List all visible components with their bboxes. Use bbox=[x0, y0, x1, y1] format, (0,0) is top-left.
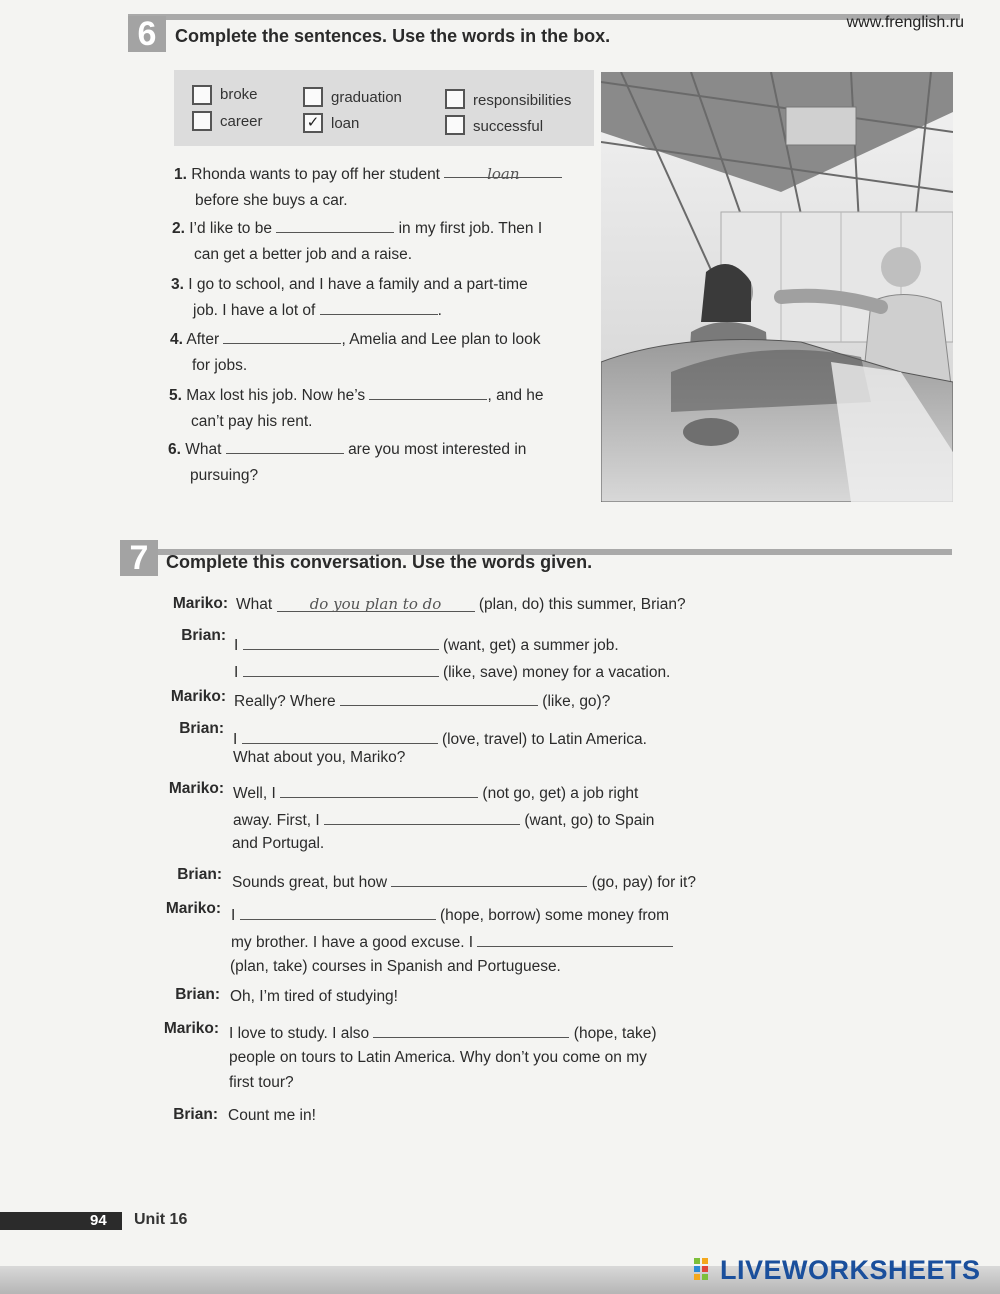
conversation-line bbox=[233, 727, 647, 749]
conversation-line bbox=[234, 689, 610, 711]
item-text: in my first job. Then I bbox=[398, 220, 543, 237]
word-successful: successful bbox=[473, 118, 544, 135]
page-number: 94 bbox=[90, 1212, 107, 1229]
item-text: before she buys a car. bbox=[195, 192, 348, 209]
item-text: Rhonda wants to pay off her student bbox=[191, 166, 440, 183]
item-text: , Amelia and Lee plan to look bbox=[341, 331, 541, 348]
speaker-label: Brian: bbox=[175, 986, 220, 1003]
item-text: can’t pay his rent. bbox=[191, 413, 313, 430]
section-6-heading: Complete the sentences. Use the words in the box. bbox=[175, 26, 611, 46]
section-6-rule bbox=[128, 14, 960, 20]
answer-text: do you plan to do bbox=[309, 595, 442, 613]
answer-blank[interactable] bbox=[280, 781, 478, 798]
answer-blank[interactable] bbox=[243, 633, 439, 650]
speaker-label: Mariko: bbox=[163, 1020, 219, 1037]
item-1 bbox=[174, 161, 594, 214]
item-2 bbox=[172, 216, 592, 268]
line-text: (hope, borrow) some money from bbox=[439, 907, 670, 924]
item-text: . bbox=[437, 302, 442, 319]
checkbox-successful[interactable] bbox=[445, 115, 465, 135]
conversation-line bbox=[232, 870, 696, 892]
conversation-line bbox=[231, 930, 673, 952]
answer-blank-4[interactable] bbox=[223, 327, 341, 344]
speaker-label: Mariko: bbox=[170, 688, 226, 705]
line-text: (love, travel) to Latin America. bbox=[441, 731, 647, 748]
check-mark-icon: ✓ bbox=[306, 114, 320, 131]
item-text: pursuing? bbox=[190, 467, 259, 484]
line-text: (not go, get) a job right bbox=[482, 785, 639, 802]
line-text: I bbox=[231, 907, 236, 924]
answer-blank[interactable] bbox=[240, 903, 436, 920]
conversation-line: Oh, I’m tired of studying! bbox=[230, 988, 398, 1005]
item-number: 2. bbox=[172, 220, 185, 237]
conversation-line: and Portugal. bbox=[232, 835, 325, 852]
line-text: (want, get) a summer job. bbox=[442, 637, 619, 654]
answer-text: loan bbox=[487, 165, 520, 183]
item-number: 1. bbox=[174, 166, 187, 183]
conversation-line: first tour? bbox=[229, 1074, 294, 1091]
car-dealership-photo bbox=[601, 72, 953, 502]
speaker-label: Mariko: bbox=[168, 780, 224, 797]
line-text: (go, pay) for it? bbox=[591, 874, 696, 891]
answer-blank-3[interactable] bbox=[320, 298, 438, 315]
answer-blank-2[interactable] bbox=[276, 216, 394, 233]
answer-blank[interactable] bbox=[373, 1021, 569, 1038]
conversation-line bbox=[233, 781, 638, 803]
speaker-label: Brian: bbox=[179, 720, 224, 737]
item-text: are you most interested in bbox=[348, 441, 527, 458]
word-responsibilities: responsibilities bbox=[473, 92, 572, 109]
conversation-line: (plan, take) courses in Spanish and Portuguese. bbox=[230, 958, 561, 975]
item-text: , and he bbox=[487, 387, 544, 404]
speaker-label: Mariko: bbox=[172, 595, 228, 612]
answer-blank[interactable] bbox=[277, 595, 475, 612]
section-7-number: 7 bbox=[120, 540, 158, 576]
checkbox-career[interactable] bbox=[192, 111, 212, 131]
word-loan: loan bbox=[331, 115, 360, 132]
item-6 bbox=[168, 437, 588, 489]
line-text: What bbox=[236, 596, 273, 613]
unit-label: Unit 16 bbox=[134, 1211, 188, 1228]
line-text: (like, save) money for a vacation. bbox=[442, 664, 671, 681]
item-text: After bbox=[186, 331, 220, 348]
line-text: I bbox=[233, 731, 238, 748]
watermark-url: www.frenglish.ru bbox=[846, 14, 964, 31]
item-text: I’d like to be bbox=[189, 220, 272, 237]
section-7-heading: Complete this conversation. Use the words given. bbox=[166, 552, 593, 572]
liveworksheets-logo-icon bbox=[694, 1258, 716, 1282]
line-text: (want, go) to Spain bbox=[524, 812, 655, 829]
conversation-line bbox=[229, 1021, 657, 1043]
line-text: my brother. I have a good excuse. I bbox=[231, 934, 474, 951]
speaker-label: Brian: bbox=[177, 866, 222, 883]
line-text: I love to study. I also bbox=[229, 1025, 370, 1042]
answer-blank-6[interactable] bbox=[226, 437, 344, 454]
answer-blank[interactable] bbox=[242, 727, 438, 744]
checkbox-responsibilities[interactable] bbox=[445, 89, 465, 109]
line-text: (like, go)? bbox=[542, 693, 611, 710]
answer-blank-1[interactable] bbox=[444, 161, 562, 183]
item-5 bbox=[169, 383, 589, 435]
item-text: What bbox=[185, 441, 222, 458]
line-text: away. First, I bbox=[233, 812, 320, 829]
conversation-line: people on tours to Latin America. Why don’t you come on my bbox=[229, 1049, 647, 1066]
conversation-line bbox=[231, 903, 669, 925]
item-number: 3. bbox=[171, 276, 184, 293]
speaker-label: Mariko: bbox=[165, 900, 221, 917]
conversation-line bbox=[236, 595, 686, 614]
line-text: Really? Where bbox=[234, 693, 336, 710]
item-text: job. I have a lot of bbox=[193, 302, 316, 319]
word-career: career bbox=[220, 113, 263, 130]
word-graduation: graduation bbox=[331, 89, 402, 106]
checkbox-loan[interactable] bbox=[303, 113, 323, 133]
checkbox-broke[interactable] bbox=[192, 85, 212, 105]
item-3 bbox=[171, 272, 591, 324]
item-text: can get a better job and a raise. bbox=[194, 246, 413, 263]
conversation-line: What about you, Mariko? bbox=[233, 749, 406, 766]
section-6-number: 6 bbox=[128, 16, 166, 52]
checkbox-graduation[interactable] bbox=[303, 87, 323, 107]
speaker-label: Brian: bbox=[173, 1106, 218, 1123]
item-text: I go to school, and I have a family and a part-time bbox=[188, 276, 528, 293]
answer-blank[interactable] bbox=[391, 870, 587, 887]
item-text: for jobs. bbox=[192, 357, 248, 374]
conversation-line bbox=[234, 633, 619, 655]
line-text: I bbox=[234, 664, 239, 681]
line-text: (plan, do) this summer, Brian? bbox=[478, 596, 686, 613]
line-text: Well, I bbox=[233, 785, 276, 802]
item-number: 5. bbox=[169, 387, 182, 404]
answer-blank[interactable] bbox=[324, 808, 520, 825]
liveworksheets-brand: LIVEWORKSHEETS bbox=[720, 1255, 981, 1285]
conversation-line: Count me in! bbox=[228, 1107, 316, 1124]
line-text: Sounds great, but how bbox=[232, 874, 388, 891]
line-text: I bbox=[234, 637, 239, 654]
conversation-line bbox=[233, 808, 654, 830]
line-text: (hope, take) bbox=[573, 1025, 657, 1042]
item-number: 4. bbox=[170, 331, 183, 348]
item-number: 6. bbox=[168, 441, 181, 458]
answer-blank[interactable] bbox=[340, 689, 538, 706]
conversation-line bbox=[234, 660, 670, 682]
speaker-label: Brian: bbox=[181, 627, 226, 644]
item-4 bbox=[170, 327, 590, 379]
answer-blank-5[interactable] bbox=[369, 383, 487, 400]
item-text: Max lost his job. Now he’s bbox=[186, 387, 366, 404]
answer-blank[interactable] bbox=[243, 660, 439, 677]
answer-blank[interactable] bbox=[477, 930, 673, 947]
word-broke: broke bbox=[220, 86, 258, 103]
